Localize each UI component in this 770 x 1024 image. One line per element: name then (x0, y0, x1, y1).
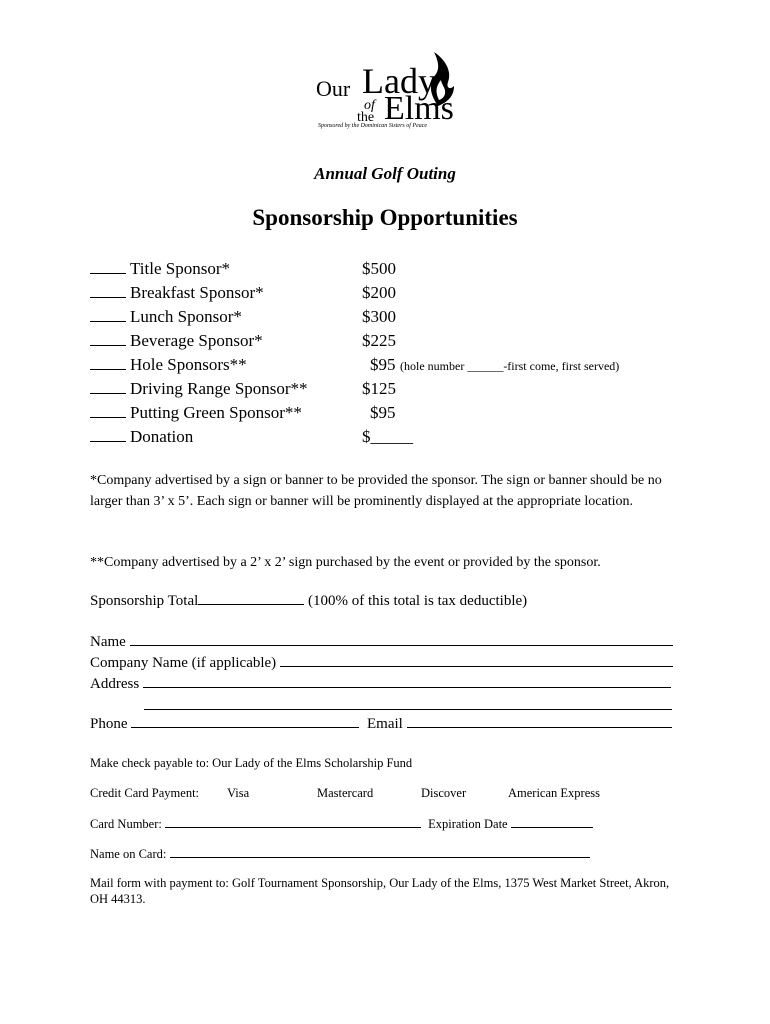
sponsor-label: Hole Sponsors** (130, 355, 247, 374)
sponsor-row-putting-green[interactable] (90, 403, 710, 427)
sponsor-row-lunch[interactable] (90, 307, 710, 331)
sponsor-label: Breakfast Sponsor* (130, 283, 264, 302)
sponsor-row-title[interactable] (90, 259, 710, 283)
company-field-row (90, 653, 673, 674)
logo-word-of: of (364, 98, 375, 113)
sponsor-price: $225 (362, 331, 396, 350)
checkbox-blank[interactable] (90, 307, 126, 322)
sponsor-row-donation[interactable] (90, 427, 710, 451)
footnote-single-star: *Company advertised by a sign or banner to be provided the sponsor. The sign or banner should be no larger than 3’ x 5’. Each sign or banner will be prominently displayed at the appropriate location. (90, 473, 662, 509)
company-field[interactable] (280, 653, 673, 667)
logo-tagline: Sponsored by the Dominican Sisters of Peace (318, 123, 428, 129)
mail-instructions: Mail form with payment to: Golf Tournament Sponsorship, Our Lady of the Elms, 1375 West Market Street, Akron, OH 44313. (90, 876, 670, 906)
sponsor-price: $500 (362, 259, 396, 278)
card-option-discover[interactable]: Discover (421, 786, 467, 800)
sponsor-price: $_____ (362, 427, 413, 446)
page-title: Sponsorship Opportunities (252, 205, 518, 230)
name-field[interactable] (130, 632, 673, 646)
address-field[interactable] (143, 674, 671, 688)
card-option-visa[interactable]: Visa (227, 786, 250, 800)
card-number-row (90, 816, 593, 832)
company-label: Company Name (if applicable) (90, 655, 277, 671)
checkbox-blank[interactable] (90, 355, 126, 370)
phone-field[interactable] (131, 714, 359, 728)
checkbox-blank[interactable] (90, 331, 126, 346)
checkbox-blank[interactable] (90, 283, 126, 298)
hole-number-note: (hole number ______-first come, first served) (400, 359, 620, 373)
address-field-row (90, 674, 671, 695)
sponsor-label: Beverage Sponsor* (130, 331, 263, 350)
name-on-card-label: Name on Card: (90, 847, 167, 861)
sponsor-row-breakfast[interactable] (90, 283, 710, 307)
payable-note: Make check payable to: Our Lady of the Elms Scholarship Fund (90, 756, 413, 770)
total-input-line[interactable] (198, 591, 304, 605)
sponsor-label: Putting Green Sponsor** (130, 403, 302, 422)
total-label: Sponsorship Total (90, 593, 199, 609)
sponsor-price: $125 (362, 379, 396, 398)
event-subtitle: Annual Golf Outing (314, 164, 456, 183)
sponsorship-total-row (90, 591, 527, 612)
card-option-mastercard[interactable]: Mastercard (317, 786, 374, 800)
sponsor-row-driving-range[interactable] (90, 379, 710, 403)
phone-email-row (90, 714, 672, 735)
footnote-double-star: **Company advertised by a 2’ x 2’ sign purchased by the event or provided by the sponsor. (90, 555, 601, 570)
checkbox-blank[interactable] (90, 379, 126, 394)
expiration-field[interactable] (511, 816, 593, 828)
sponsor-label: Driving Range Sponsor** (130, 379, 308, 398)
card-number-field[interactable] (165, 816, 421, 828)
credit-card-label: Credit Card Payment: (90, 786, 200, 800)
expiration-label: Expiration Date (428, 817, 508, 831)
address-label: Address (90, 676, 140, 692)
logo-word-elms: Elms (384, 90, 454, 127)
logo-word-our: Our (316, 76, 351, 101)
card-option-amex[interactable]: American Express (508, 786, 600, 800)
sponsor-row-beverage[interactable] (90, 331, 710, 355)
name-label: Name (90, 634, 126, 650)
sponsor-price: $200 (362, 283, 396, 302)
sponsor-price: $95 (370, 403, 396, 422)
sponsor-price: $300 (362, 307, 396, 326)
card-number-label: Card Number: (90, 817, 162, 831)
checkbox-blank[interactable] (90, 259, 126, 274)
phone-label: Phone (90, 716, 128, 732)
logo-word-the: the (357, 110, 375, 125)
email-field[interactable] (407, 714, 672, 728)
name-field-row (90, 632, 673, 653)
name-on-card-row (90, 846, 590, 862)
sponsor-price: $95 (370, 355, 396, 374)
sponsor-label: Donation (130, 427, 194, 446)
sponsor-row-hole[interactable] (90, 355, 710, 379)
address-field-line-2[interactable] (144, 696, 672, 710)
checkbox-blank[interactable] (90, 427, 126, 442)
logo-word-lady: Lady (362, 61, 436, 101)
email-label: Email (367, 716, 403, 732)
sponsor-label: Title Sponsor* (130, 259, 230, 278)
name-on-card-field[interactable] (170, 846, 590, 858)
checkbox-blank[interactable] (90, 403, 126, 418)
total-note: (100% of this total is tax deductible) (308, 593, 528, 609)
sponsor-label: Lunch Sponsor* (130, 307, 242, 326)
